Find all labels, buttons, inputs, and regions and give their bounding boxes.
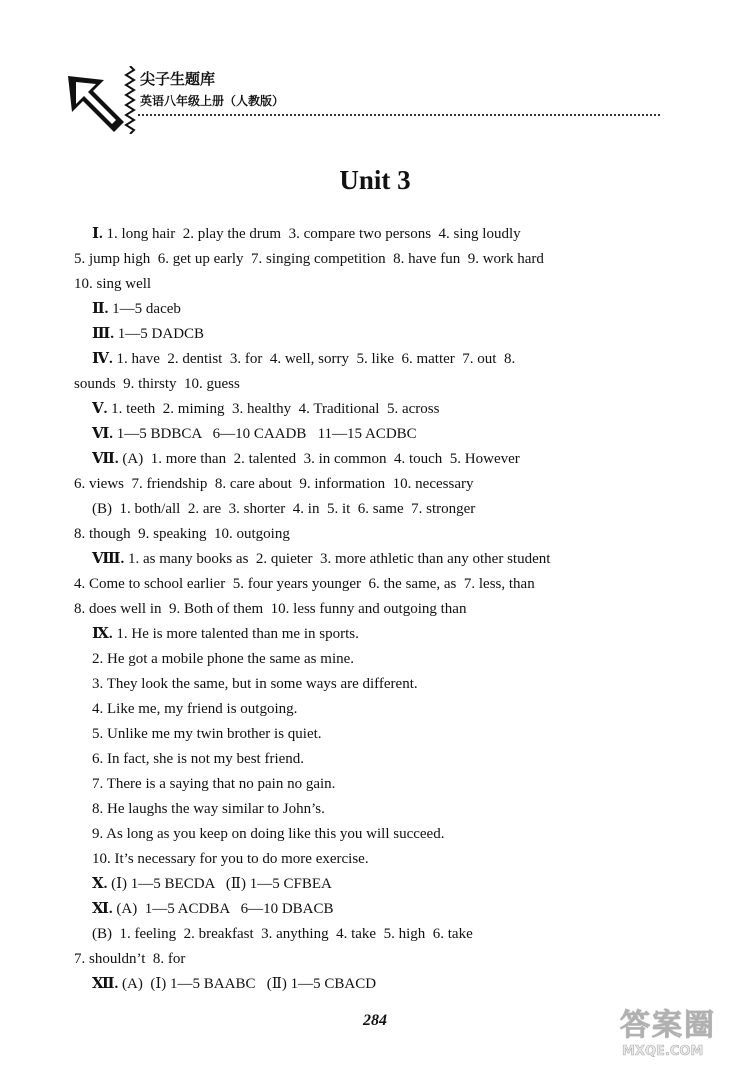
- answer-line: [74, 947, 666, 972]
- page-number: 284: [363, 1012, 387, 1029]
- answer-text: sounds 9. thirsty 10. guess: [74, 376, 240, 392]
- answer-text: 3. They look the same, but in some ways are different.: [92, 676, 418, 692]
- section-numeral: Ⅴ.: [92, 401, 108, 417]
- answer-text: 6. In fact, she is not my best friend.: [92, 751, 305, 767]
- answer-text: 5. Unlike me my twin brother is quiet.: [92, 726, 322, 742]
- answer-text: 2. He got a mobile phone the same as mine.: [92, 651, 355, 667]
- answer-text: 1. He is more talented than me in sports.: [112, 626, 359, 642]
- answer-line: [74, 522, 666, 547]
- section-numeral: Ⅺ.: [92, 901, 113, 917]
- answer-text: 1—5 BDBCA 6—10 CAADB 11—15 ACDBC: [113, 426, 417, 442]
- section-numeral: Ⅻ.: [92, 976, 119, 992]
- answer-line: [74, 972, 666, 997]
- answer-text: 1. have 2. dentist 3. for 4. well, sorry 5. like 6. matter 7. out 8.: [112, 351, 516, 367]
- answer-line: [74, 272, 666, 297]
- section-numeral: Ⅲ.: [92, 326, 115, 342]
- book-header: [66, 60, 666, 140]
- answer-text: 1. as many books as 2. quieter 3. more athletic than any other student: [124, 551, 551, 567]
- answer-text: 1—5 DADCB: [114, 326, 205, 342]
- answer-line: [74, 422, 666, 447]
- answer-line: [74, 922, 666, 947]
- answer-text: 10. It’s necessary for you to do more exercise.: [92, 851, 369, 867]
- answer-line: [74, 397, 666, 422]
- answer-text: 10. sing well: [74, 276, 152, 292]
- answer-text: (A) (Ⅰ) 1—5 BAABC (Ⅱ) 1—5 CBACD: [118, 976, 377, 992]
- answer-line: [74, 347, 666, 372]
- answer-line: [74, 247, 666, 272]
- answer-text: 4. Come to school earlier 5. four years younger 6. the same, as 7. less, than: [74, 576, 535, 592]
- header-divider: [138, 114, 660, 116]
- answer-text: 1. long hair 2. play the drum 3. compare two persons 4. sing loudly: [102, 226, 521, 242]
- answer-line: [74, 897, 666, 922]
- answer-line: [74, 572, 666, 597]
- answer-line: [74, 222, 666, 247]
- book-title: 尖子生题库: [140, 70, 216, 88]
- zigzag-divider-icon: [124, 66, 136, 134]
- answer-line: [74, 797, 666, 822]
- answer-text: (B) 1. feeling 2. breakfast 3. anything 4. take 5. high 6. take: [92, 926, 473, 942]
- answer-line: [74, 747, 666, 772]
- answer-line: [74, 597, 666, 622]
- answer-line: [74, 697, 666, 722]
- answer-text: 8. though 9. speaking 10. outgoing: [74, 526, 290, 542]
- answer-line: [74, 872, 666, 897]
- answer-text: 5. jump high 6. get up early 7. singing competition 8. have fun 9. work hard: [74, 251, 544, 267]
- answer-text: 1. teeth 2. miming 3. healthy 4. Traditional 5. across: [107, 401, 440, 417]
- watermark-logo: 答案圈: [620, 1008, 716, 1043]
- answer-text: (A) 1—5 ACDBA 6—10 DBACB: [112, 901, 334, 917]
- answer-text: (A) 1. more than 2. talented 3. in common 4. touch 5. However: [118, 451, 520, 467]
- answer-line: [74, 772, 666, 797]
- answer-line: [74, 372, 666, 397]
- unit-title: Unit 3: [339, 165, 411, 195]
- answer-text: 7. There is a saying that no pain no gain.: [92, 776, 336, 792]
- answer-line: [74, 322, 666, 347]
- answer-text: 8. does well in 9. Both of them 10. less funny and outgoing than: [74, 601, 467, 617]
- answer-text: 4. Like me, my friend is outgoing.: [92, 701, 298, 717]
- answer-line: [74, 472, 666, 497]
- answer-line: [74, 497, 666, 522]
- answer-text: 6. views 7. friendship 8. care about 9. information 10. necessary: [74, 476, 474, 492]
- answer-key-body: [74, 222, 666, 997]
- answer-line: [74, 722, 666, 747]
- answer-line: [74, 672, 666, 697]
- section-numeral: Ⅰ.: [92, 226, 103, 242]
- watermark-url: MXQE.COM: [622, 1044, 704, 1059]
- answer-line: [74, 447, 666, 472]
- section-numeral: Ⅶ.: [92, 451, 119, 467]
- answer-line: [74, 647, 666, 672]
- answer-text: 1—5 daceb: [108, 301, 181, 317]
- answer-line: [74, 547, 666, 572]
- answer-line: [74, 847, 666, 872]
- answer-line: [74, 622, 666, 647]
- answer-text: 8. He laughs the way similar to John’s.: [92, 801, 325, 817]
- arrow-logo-icon: [66, 74, 126, 134]
- section-numeral: Ⅹ.: [92, 876, 108, 892]
- section-numeral: Ⅸ.: [92, 626, 113, 642]
- section-numeral: Ⅳ.: [92, 351, 113, 367]
- book-subtitle: 英语八年级上册（人教版）: [140, 94, 285, 108]
- section-numeral: Ⅱ.: [92, 301, 109, 317]
- answer-line: [74, 297, 666, 322]
- answer-line: [74, 822, 666, 847]
- answer-text: (B) 1. both/all 2. are 3. shorter 4. in 5. it 6. same 7. stronger: [92, 501, 476, 517]
- section-numeral: Ⅷ.: [92, 551, 125, 567]
- section-numeral: Ⅵ.: [92, 426, 113, 442]
- answer-text: (Ⅰ) 1—5 BECDA (Ⅱ) 1—5 CFBEA: [107, 876, 332, 892]
- answer-text: 9. As long as you keep on doing like this you will succeed.: [92, 826, 445, 842]
- answer-text: 7. shouldn’t 8. for: [74, 951, 186, 967]
